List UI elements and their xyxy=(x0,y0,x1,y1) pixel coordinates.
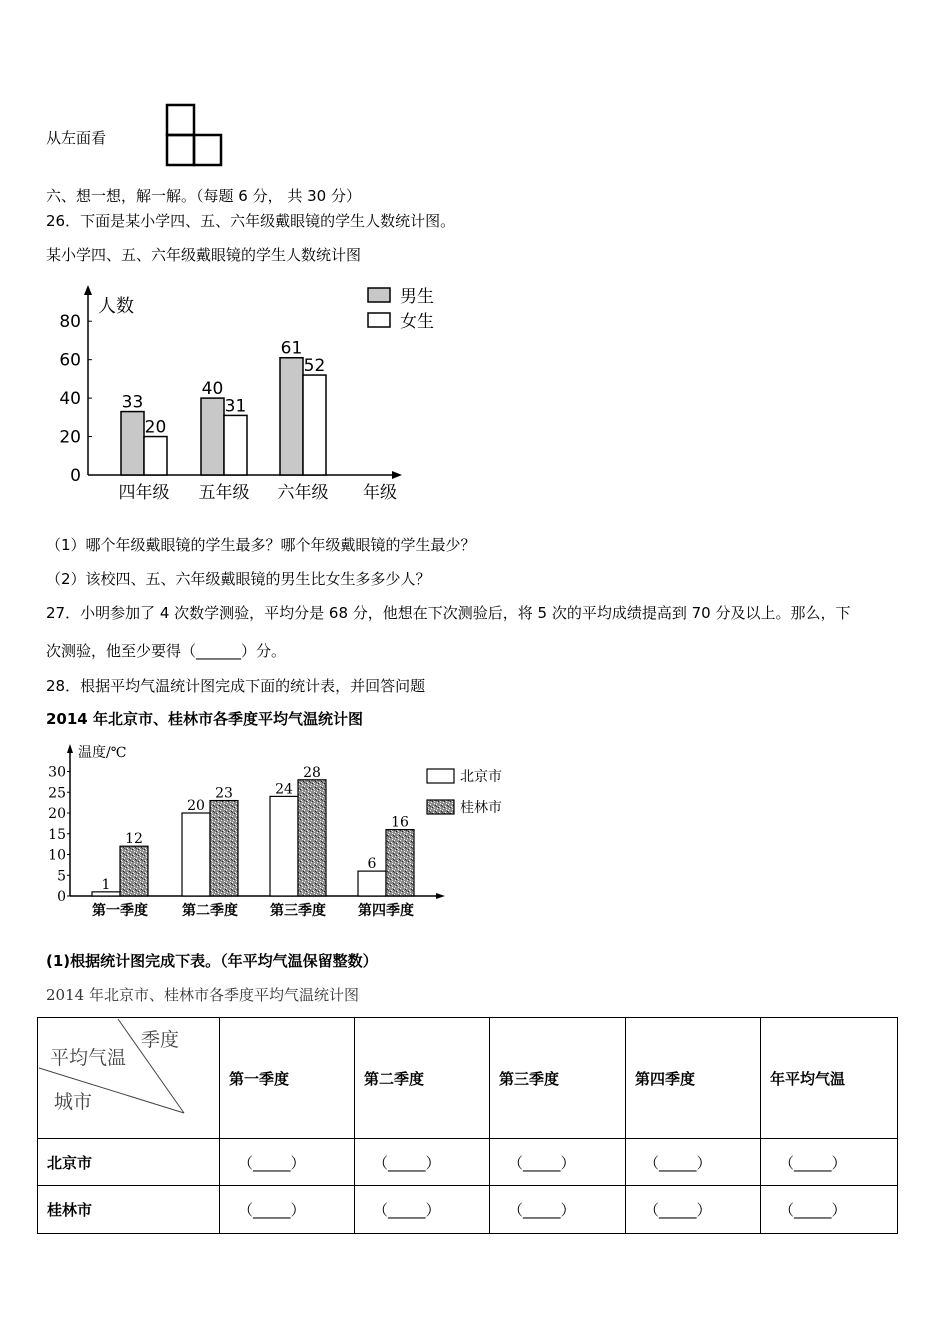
bar-value-label: 1 xyxy=(101,876,111,893)
answer-blank[interactable]: （_____） xyxy=(626,1186,761,1234)
bar xyxy=(210,801,238,896)
y-tick-label: 20 xyxy=(59,427,81,448)
corner-diagonal-lines xyxy=(38,1018,219,1138)
header-q2: 第二季度 xyxy=(355,1018,490,1139)
bar xyxy=(280,358,303,475)
bar xyxy=(386,830,414,896)
bar xyxy=(270,796,298,896)
bar-value-label: 31 xyxy=(224,396,247,417)
bar xyxy=(144,437,167,475)
bar xyxy=(182,813,210,896)
answer-blank[interactable]: （_____） xyxy=(355,1139,490,1186)
bar-value-label: 28 xyxy=(303,764,321,781)
glasses-students-chart xyxy=(40,280,434,515)
answer-blank[interactable]: （_____） xyxy=(490,1139,626,1186)
header-q3: 第三季度 xyxy=(490,1018,626,1139)
bar-value-label: 24 xyxy=(275,781,293,798)
q27-line2: 次测验，他至少要得（______）分。 xyxy=(46,642,287,660)
q26-sub1: （1）哪个年级戴眼镜的学生最多？哪个年级戴眼镜的学生最少？ xyxy=(46,536,476,554)
bar-value-label: 40 xyxy=(201,379,224,400)
x-tick-label: 四年级 xyxy=(118,483,170,503)
y-tick-label: 5 xyxy=(57,868,66,885)
corner-label-avg-temp: 平均气温 xyxy=(50,1047,127,1069)
legend-label-boys: 男生 xyxy=(400,287,434,307)
q26-chart-title: 某小学四、五、六年级戴眼镜的学生人数统计图 xyxy=(46,246,362,264)
left-view-shape xyxy=(160,102,226,168)
corner-label-city: 城市 xyxy=(54,1091,93,1113)
q26-sub2: （2）该校四、五、六年级戴眼镜的男生比女生多多少人？ xyxy=(46,570,431,588)
x-tick-label: 第一季度 xyxy=(92,903,148,919)
y-axis-arrow xyxy=(84,285,92,295)
temperature-chart xyxy=(40,738,520,923)
y-tick-label: 0 xyxy=(57,889,66,905)
answer-blank[interactable]: （_____） xyxy=(490,1186,626,1234)
x-axis-arrow xyxy=(436,893,445,899)
x-tick-label: 六年级 xyxy=(277,483,329,503)
answer-blank[interactable]: （_____） xyxy=(626,1139,761,1186)
header-annual-avg: 年平均气温 xyxy=(761,1018,898,1139)
y-tick-label: 60 xyxy=(59,350,81,371)
bar xyxy=(224,415,247,475)
table-corner-cell xyxy=(38,1018,220,1139)
answer-blank[interactable]: （_____） xyxy=(220,1139,355,1186)
y-axis-label: 人数 xyxy=(98,296,134,317)
x-tick-label: 五年级 xyxy=(198,483,250,503)
table-row-beijing xyxy=(38,1139,898,1186)
y-tick-label: 40 xyxy=(59,389,81,410)
y-tick-label: 10 xyxy=(48,847,66,864)
bar-value-label: 12 xyxy=(125,831,143,848)
legend-label-girls: 女生 xyxy=(400,312,434,332)
bar xyxy=(358,871,386,896)
temperature-table xyxy=(37,1017,898,1234)
q26-prompt: 26．下面是某小学四、五、六年级戴眼镜的学生人数统计图。 xyxy=(46,212,456,230)
x-tick-label: 第四季度 xyxy=(358,903,414,919)
bar-value-label: 23 xyxy=(215,785,233,802)
bar xyxy=(201,398,224,475)
corner-label-season: 季度 xyxy=(141,1029,180,1051)
y-tick-label: 0 xyxy=(70,466,81,486)
legend-label-guilin: 桂林市 xyxy=(460,800,502,816)
table-row-guilin xyxy=(38,1186,898,1234)
row-label-beijing: 北京市 xyxy=(38,1139,220,1186)
header-q1: 第一季度 xyxy=(220,1018,355,1139)
q28-sub1: (1)根据统计图完成下表。（年平均气温保留整数） xyxy=(46,952,378,970)
bar-value-label: 20 xyxy=(144,417,167,438)
bar-value-label: 16 xyxy=(391,814,409,831)
x-tick-label: 第二季度 xyxy=(182,903,238,919)
answer-blank[interactable]: （_____） xyxy=(761,1186,898,1234)
bar-value-label: 52 xyxy=(303,356,326,377)
y-tick-label: 80 xyxy=(59,312,81,333)
legend-swatch-girls xyxy=(368,313,390,327)
legend-swatch-guilin xyxy=(427,800,454,814)
bar-value-label: 6 xyxy=(367,856,377,873)
section-six-heading: 六、想一想，解一解。（每题 6 分， 共 30 分） xyxy=(46,187,361,205)
legend-label-beijing: 北京市 xyxy=(460,769,502,785)
y-axis-label: 温度/℃ xyxy=(78,745,127,761)
bar-value-label: 61 xyxy=(280,338,303,359)
x-tick-label: 第三季度 xyxy=(270,903,326,919)
legend-swatch-beijing xyxy=(427,769,454,783)
y-tick-label: 15 xyxy=(48,826,66,843)
q28-prompt: 28．根据平均气温统计图完成下面的统计表，并回答问题 xyxy=(46,677,426,695)
row-label-guilin: 桂林市 xyxy=(38,1186,220,1234)
x-axis-arrow xyxy=(392,471,402,479)
bar xyxy=(120,846,148,896)
y-axis-arrow xyxy=(67,744,73,753)
bar xyxy=(298,780,326,896)
header-q4: 第四季度 xyxy=(626,1018,761,1139)
legend-swatch-boys xyxy=(368,288,390,302)
bar xyxy=(303,375,326,475)
bar xyxy=(121,412,144,475)
y-tick-label: 20 xyxy=(48,806,66,822)
q28-chart-title: 2014 年北京市、桂林市各季度平均气温统计图 xyxy=(46,710,363,728)
view-from-left-label: 从左面看 xyxy=(46,129,107,147)
answer-blank[interactable]: （_____） xyxy=(355,1186,490,1234)
q27-line1: 27．小明参加了 4 次数学测验，平均分是 68 分，他想在下次测验后，将 5 次的平均成绩提高到 70 分及以上。那么，下 xyxy=(46,604,851,622)
y-tick-label: 30 xyxy=(48,764,66,781)
q28-table-title: 2014 年北京市、桂林市各季度平均气温统计图 xyxy=(46,986,359,1004)
bar-value-label: 20 xyxy=(187,798,205,814)
x-axis-label: 年级 xyxy=(363,483,397,503)
answer-blank[interactable]: （_____） xyxy=(761,1139,898,1186)
bar-value-label: 33 xyxy=(121,392,144,413)
y-tick-label: 25 xyxy=(48,785,66,802)
answer-blank[interactable]: （_____） xyxy=(220,1186,355,1234)
